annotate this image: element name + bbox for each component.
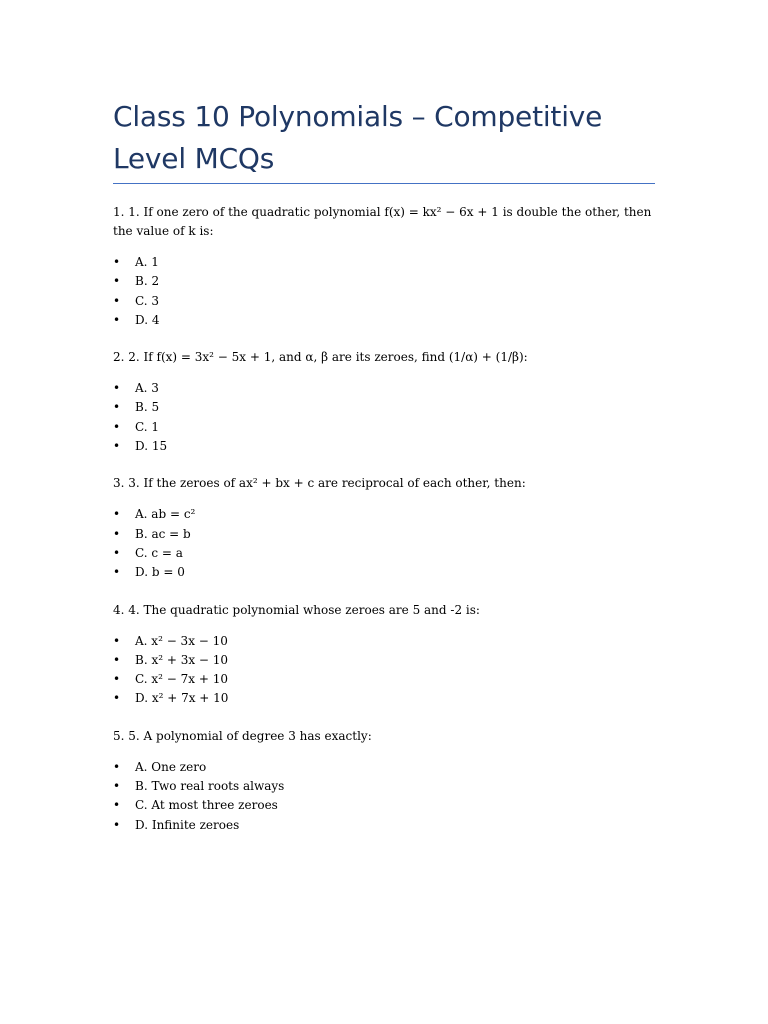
bullet-icon: • bbox=[113, 400, 121, 415]
option-item bbox=[113, 796, 655, 815]
option-label: D. x² + 7x + 10 bbox=[135, 691, 229, 706]
option-label: C. c = a bbox=[135, 545, 183, 560]
option-item bbox=[113, 311, 655, 330]
question-block-3 bbox=[113, 474, 655, 582]
bullet-icon: • bbox=[113, 274, 121, 289]
option-label: B. x² + 3x − 10 bbox=[135, 652, 229, 667]
question-text: 5. 5. A polynomial of degree 3 has exactly: bbox=[113, 728, 372, 743]
option-item bbox=[113, 670, 655, 689]
options-list bbox=[113, 253, 655, 330]
bullet-icon: • bbox=[113, 381, 121, 396]
option-label: D. 15 bbox=[135, 439, 168, 454]
option-label: B. Two real roots always bbox=[135, 779, 285, 794]
option-label: A. x² − 3x − 10 bbox=[135, 633, 228, 648]
question-text: 4. 4. The quadratic polynomial whose zeroes are 5 and -2 is: bbox=[113, 602, 480, 617]
page-title: Class 10 Polynomials – Competitive Level MCQs bbox=[113, 100, 603, 175]
option-label: B. 2 bbox=[135, 274, 160, 289]
options-list bbox=[113, 632, 655, 709]
option-label: A. 3 bbox=[135, 381, 159, 396]
option-item bbox=[113, 418, 655, 437]
option-label: B. ac = b bbox=[135, 526, 191, 541]
option-item bbox=[113, 632, 655, 651]
bullet-icon: • bbox=[113, 798, 121, 813]
option-item bbox=[113, 563, 655, 582]
option-item bbox=[113, 816, 655, 835]
bullet-icon: • bbox=[113, 312, 121, 327]
bullet-icon: • bbox=[113, 691, 121, 706]
option-label: B. 5 bbox=[135, 400, 160, 415]
bullet-icon: • bbox=[113, 419, 121, 434]
option-label: C. x² − 7x + 10 bbox=[135, 672, 228, 687]
bullet-icon: • bbox=[113, 672, 121, 687]
bullet-icon: • bbox=[113, 633, 121, 648]
option-item bbox=[113, 398, 655, 417]
option-item bbox=[113, 651, 655, 670]
option-item bbox=[113, 544, 655, 563]
bullet-icon: • bbox=[113, 255, 121, 269]
question-block-1 bbox=[113, 203, 655, 330]
option-label: A. ab = c² bbox=[135, 507, 196, 522]
option-item bbox=[113, 689, 655, 708]
question-text: 2. 2. If f(x) = 3x² − 5x + 1, and α, β are its zeroes, find (1/α) + (1/β): bbox=[113, 350, 528, 365]
options-list bbox=[113, 758, 655, 835]
option-label: D. b = 0 bbox=[135, 565, 185, 580]
question-block-4 bbox=[113, 601, 655, 709]
options-list bbox=[113, 505, 655, 582]
bullet-icon: • bbox=[113, 545, 121, 560]
option-label: D. Infinite zeroes bbox=[135, 817, 240, 832]
question-block-2 bbox=[113, 348, 655, 456]
options-list bbox=[113, 379, 655, 456]
bullet-icon: • bbox=[113, 565, 121, 580]
option-item bbox=[113, 505, 655, 524]
question-text: 3. 3. If the zeroes of ax² + bx + c are reciprocal of each other, then: bbox=[113, 476, 526, 491]
option-label: D. 4 bbox=[135, 312, 160, 327]
option-label: A. 1 bbox=[135, 255, 159, 269]
bullet-icon: • bbox=[113, 526, 121, 541]
option-label: C. 1 bbox=[135, 419, 160, 434]
bullet-icon: • bbox=[113, 507, 121, 522]
bullet-icon: • bbox=[113, 759, 121, 774]
option-item bbox=[113, 379, 655, 398]
option-item bbox=[113, 272, 655, 291]
option-item bbox=[113, 437, 655, 456]
title-divider bbox=[113, 183, 655, 184]
question-text: 1. 1. If one zero of the quadratic polynomial f(x) = kx² − 6x + 1 is double the other, then the value of k is: bbox=[113, 205, 652, 238]
bullet-icon: • bbox=[113, 293, 121, 308]
option-item bbox=[113, 777, 655, 796]
option-item bbox=[113, 525, 655, 544]
bullet-icon: • bbox=[113, 779, 121, 794]
option-item bbox=[113, 292, 655, 311]
option-item bbox=[113, 758, 655, 777]
bullet-icon: • bbox=[113, 439, 121, 454]
document-page bbox=[113, 96, 655, 853]
bullet-icon: • bbox=[113, 817, 121, 832]
option-label: C. At most three zeroes bbox=[135, 798, 278, 813]
option-item bbox=[113, 253, 655, 272]
option-label: C. 3 bbox=[135, 293, 160, 308]
option-label: A. One zero bbox=[135, 759, 207, 774]
bullet-icon: • bbox=[113, 652, 121, 667]
question-block-5 bbox=[113, 727, 655, 835]
